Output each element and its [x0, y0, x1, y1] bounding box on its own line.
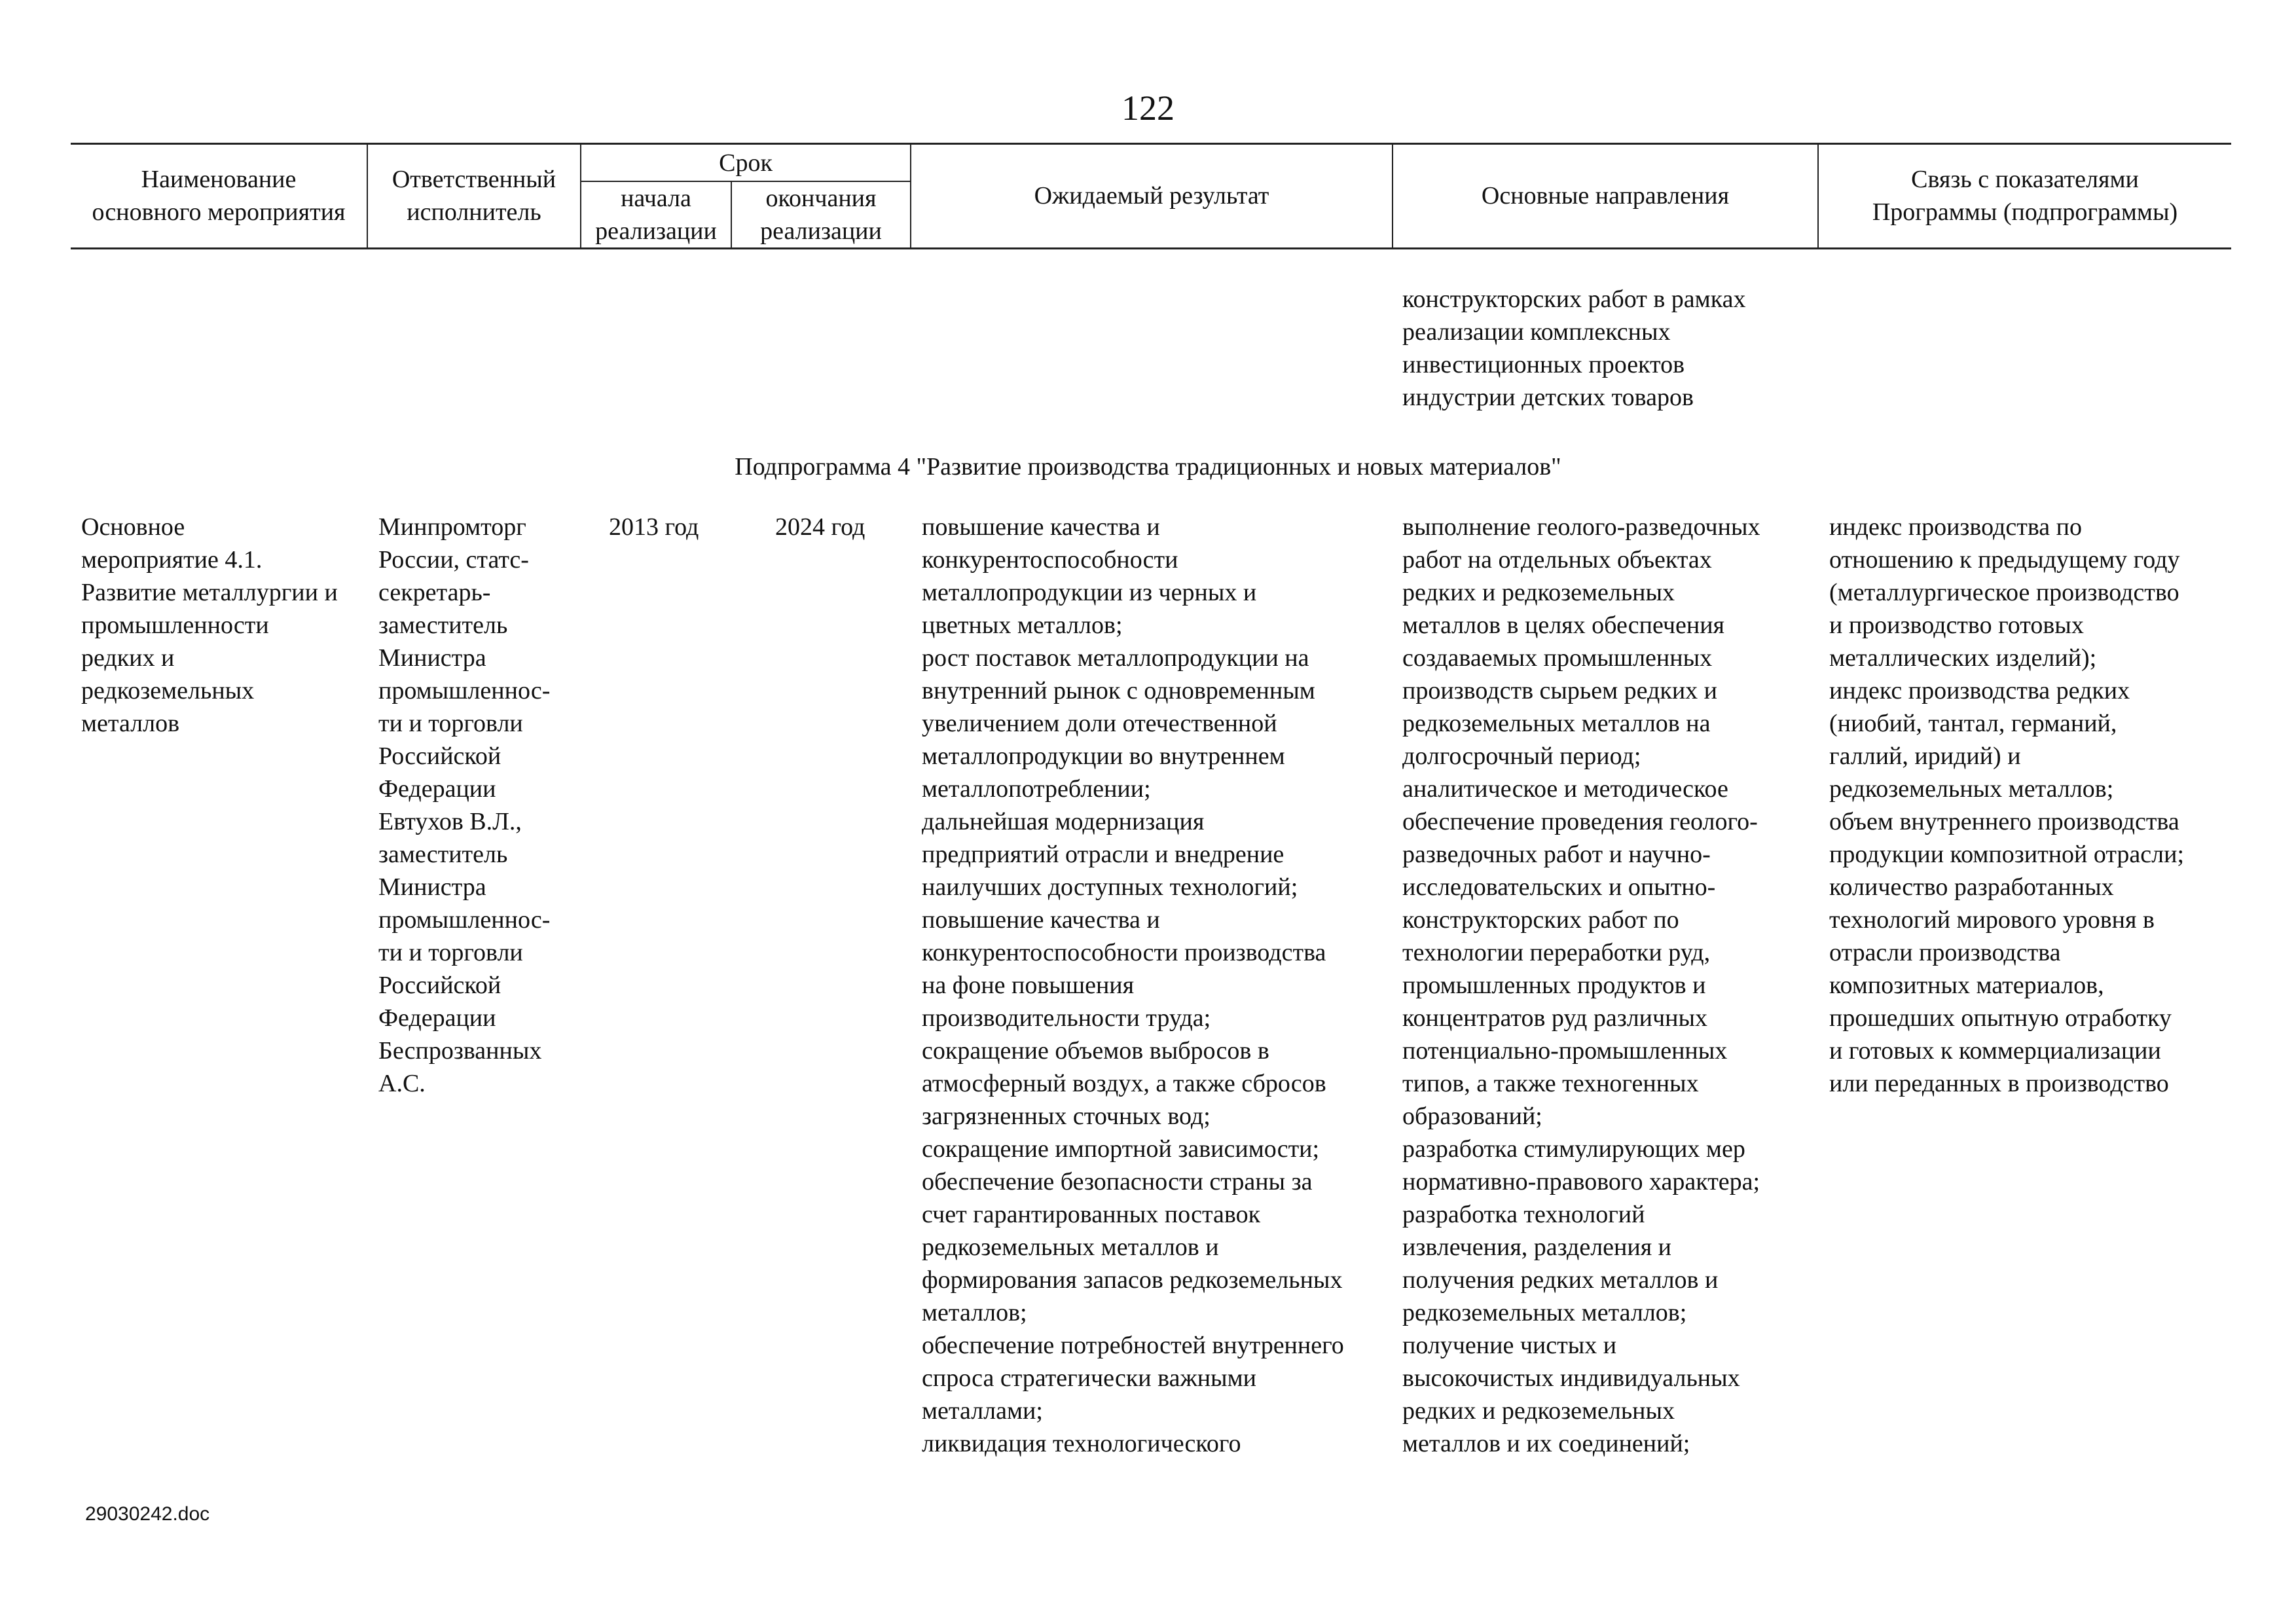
header-indicators: Связь с показателями Программы (подпрограммы)	[1872, 166, 2178, 226]
continuation-text: конструкторских работ в рамках реализации комплексных инвестиционных проектов индустрии детских товаров	[1402, 285, 1746, 411]
page-number: 122	[1121, 88, 1175, 128]
header-name: Наименование основного мероприятия	[92, 166, 346, 226]
header-main-directions: Основные направления	[1481, 182, 1730, 210]
header-term-start: начала реализации	[595, 185, 717, 245]
cell-responsible: Минпромторг России, статс- секретарь- заместитель Министра промышленнос- ти и торговли Российской Федерации Евтухов В.Л., заместитель Министра промышленнос- ти и торговли Российской Федерации Беспрозванных А.С.	[378, 513, 551, 1097]
header-term: Срок	[719, 149, 773, 177]
header-bottom-rule	[71, 247, 2231, 249]
document-filename: 29030242.doc	[85, 1503, 210, 1525]
cell-expected-result: повышение качества и конкурентоспособности металлопродукции из черных и цветных металлов; рост поставок металлопродукции на внутренний рынок с одновременным увеличением доли отечественной металлопродукции во внутреннем металлопотреблении; дальнейшая модернизация предприятий отрасли и внедрение наилучших доступных технологий; повышение качества и конкурентоспособности производства на фоне повышения производительности труда; сокращение объемов выбросов в атмосферный воздух, а также сбросов загрязненных сточных вод; сокращение импортной зависимости; обеспечение безопасности страны за счет гарантированных поставок редкоземельных металлов и формирования запасов редкоземельных металлов; обеспечение потребностей внутреннего спроса стратегически важными металлами; ликвидация технологического	[922, 513, 1344, 1457]
cell-indicators: индекс производства по отношению к предыдущему году (металлургическое производство и производство готовых металлических изделий); индекс производства редких (ниобий, тантал, германий, галлий, иридий) и редкоземельных металлов; объем внутреннего производства продукции композитной отрасли; количество разработанных технологий мирового уровня в отрасли производства композитных материалов, прошедших опытную отработку и готовых к коммерциализации или переданных в производство	[1829, 513, 2185, 1097]
cell-main-directions: выполнение геолого-разведочных работ на отдельных объектах редких и редкоземельных металлов в целях обеспечения создаваемых промышленных производств сырьем редких и редкоземельных металлов на долгосрочный период; аналитическое и методическое обеспечение проведения геолого- разведочных работ и научно- исследовательских и опытно- конструкторских работ по технологии переработки руд, промышленных продуктов и концентратов руд различных потенциально-промышленных типов, а также техногенных образований; разработка стимулирующих мер нормативно-правового характера; разработка технологий извлечения, разделения и получения редких металлов и редкоземельных металлов; получение чистых и высокочистых индивидуальных редких и редкоземельных металлов и их соединений;	[1402, 513, 1760, 1457]
cell-start: 2013 год	[609, 513, 699, 541]
header-expected-result: Ожидаемый результат	[1034, 182, 1269, 210]
cell-name: Основное мероприятие 4.1. Развитие металлургии и промышленности редких и редкоземельных металлов	[81, 513, 338, 737]
header-responsible: Ответственный исполнитель	[392, 166, 556, 226]
subprogram-title: Подпрограмма 4 "Развитие производства традиционных и новых материалов"	[735, 453, 1561, 481]
cell-end: 2024 год	[775, 513, 866, 541]
header-term-end: окончания реализации	[760, 185, 882, 245]
